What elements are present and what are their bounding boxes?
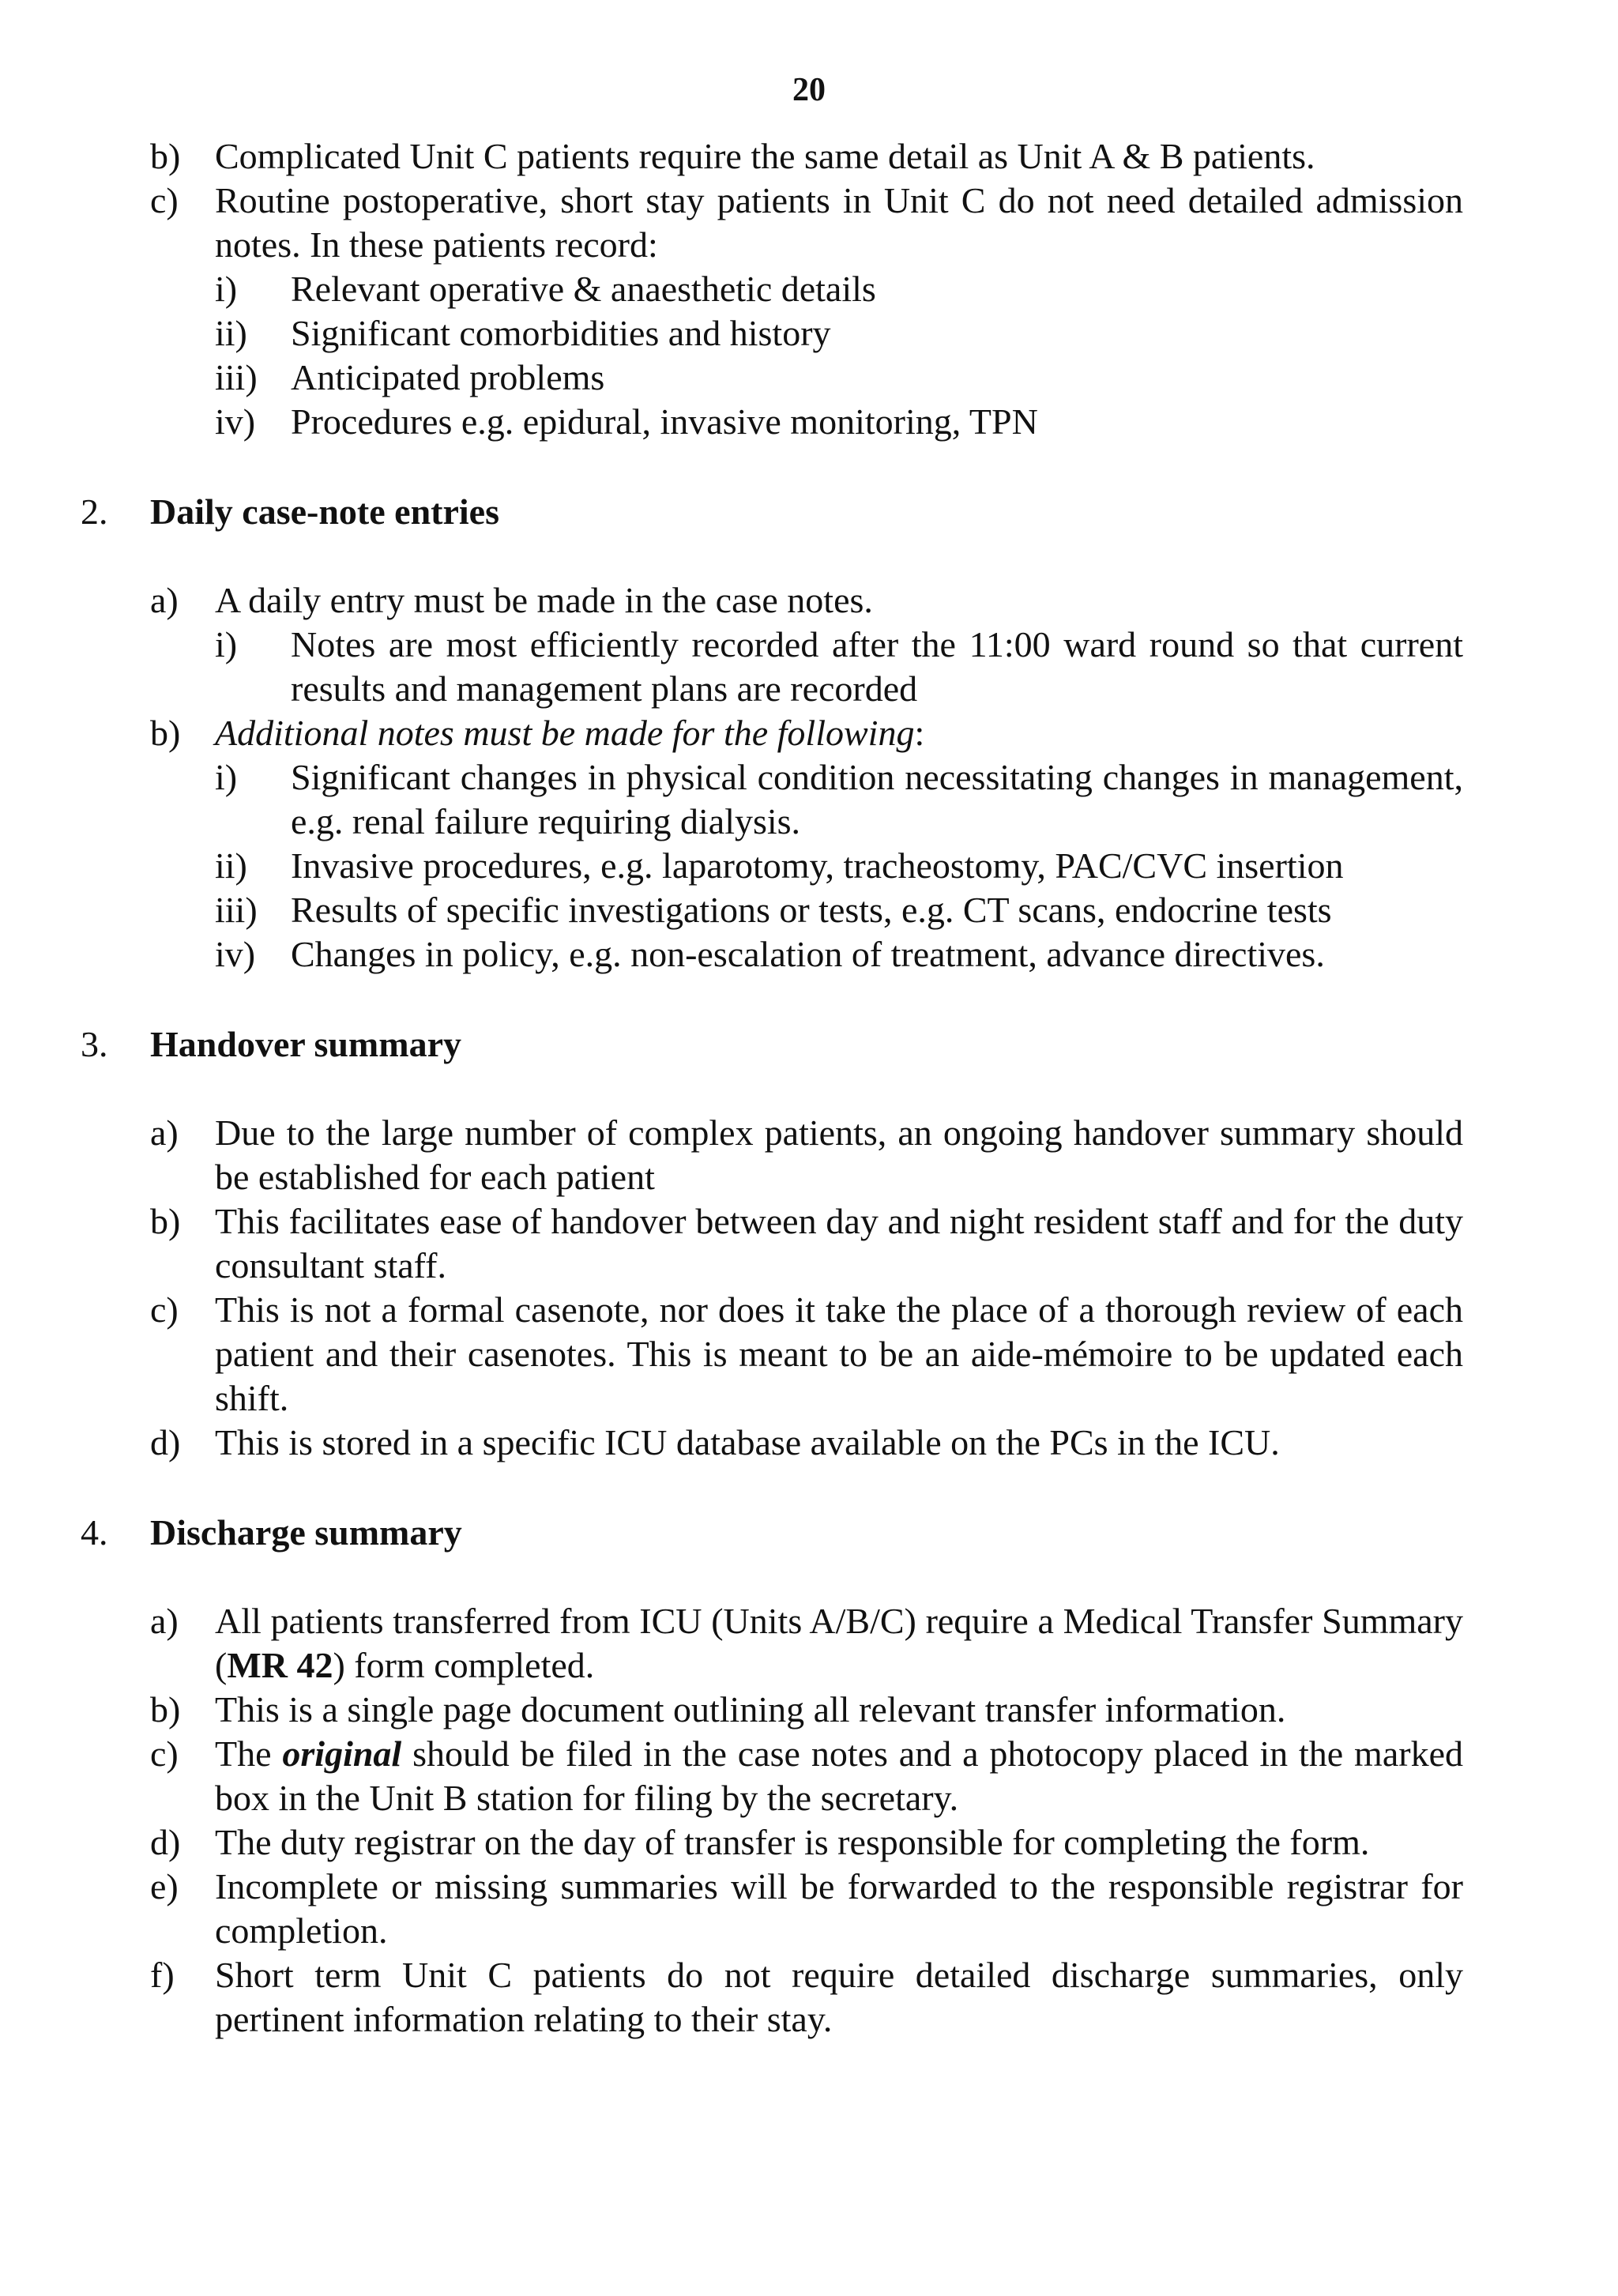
text-run: ) form completed.: [333, 1645, 595, 1685]
sub-item-label: iv): [215, 934, 256, 974]
section-heading: Discharge summary: [150, 1512, 462, 1553]
item-text: This facilitates ease of handover between day and night resident staff and for the duty consultant staff.: [215, 1201, 1463, 1285]
sub-item-text: Changes in policy, e.g. non-escalation of treatment, advance directives.: [291, 934, 1325, 974]
item-label: b): [150, 136, 181, 176]
sub-item-label: ii): [215, 313, 247, 353]
item-label: f): [150, 1955, 175, 1995]
page-number: 20: [792, 72, 826, 108]
sub-item-label: ii): [215, 845, 247, 886]
item-text: The duty registrar on the day of transfer is responsible for completing the form.: [215, 1822, 1370, 1862]
item-label: c): [150, 1289, 179, 1330]
section-heading: Daily case-note entries: [150, 491, 499, 532]
section-number: 3.: [81, 1024, 108, 1064]
item-text: Routine postoperative, short stay patients in Unit C do not need detailed admission notes. In these patients record:: [215, 180, 1463, 265]
item-label: b): [150, 713, 181, 753]
item-label: c): [150, 180, 179, 220]
sub-item-label: i): [215, 269, 238, 309]
sub-item-label: iii): [215, 890, 258, 930]
item-label: d): [150, 1822, 181, 1862]
item-text: [215, 1732, 1463, 1820]
form-code: MR 42: [227, 1645, 333, 1685]
item-label: a): [150, 580, 179, 620]
section-heading: Handover summary: [150, 1024, 461, 1064]
item-label: a): [150, 1112, 179, 1153]
item-text: Due to the large number of complex patients, an ongoing handover summary should be established for each patient: [215, 1112, 1463, 1197]
sub-item-label: iii): [215, 357, 258, 397]
item-text: Short term Unit C patients do not require detailed discharge summaries, only pertinent information relating to their stay.: [215, 1955, 1463, 2039]
sub-item-text: Significant comorbidities and history: [291, 313, 831, 353]
section-number: 2.: [81, 491, 108, 532]
sub-item-text: Results of specific investigations or tests, e.g. CT scans, endocrine tests: [291, 890, 1332, 930]
item-label: e): [150, 1866, 179, 1906]
sub-item-text: Notes are most efficiently recorded after the 11:00 ward round so that current results and management plans are recorded: [291, 624, 1463, 709]
colon: :: [914, 713, 925, 753]
item-text: Complicated Unit C patients require the same detail as Unit A & B patients.: [215, 136, 1315, 176]
sub-item-text: Relevant operative & anaesthetic details: [291, 269, 876, 309]
sub-item-text: Anticipated problems: [291, 357, 605, 397]
item-text: A daily entry must be made in the case notes.: [215, 580, 873, 620]
item-label: c): [150, 1733, 179, 1774]
text-run: The: [215, 1733, 283, 1774]
sub-item-label: i): [215, 757, 238, 797]
item-text: Incomplete or missing summaries will be forwarded to the responsible registrar for completion.: [215, 1866, 1463, 1951]
item-label: d): [150, 1422, 181, 1462]
item-label: b): [150, 1201, 181, 1241]
sub-item-text: Invasive procedures, e.g. laparotomy, tracheostomy, PAC/CVC insertion: [291, 845, 1344, 886]
item-text: This is a single page document outlining all relevant transfer information.: [215, 1689, 1286, 1730]
item-text: [215, 1599, 1463, 1688]
item-text: [215, 711, 1463, 755]
item-label: a): [150, 1601, 179, 1641]
emphasis-original: original: [282, 1733, 402, 1774]
item-label: b): [150, 1689, 181, 1730]
item-text: This is stored in a specific ICU database available on the PCs in the ICU.: [215, 1422, 1280, 1462]
sub-item-text: Significant changes in physical condition necessitating changes in management, e.g. renal failure requiring dialysis.: [291, 757, 1463, 841]
text-run: should be filed in the case notes and a photocopy placed in the marked box in the Unit B station for filing by the secretary.: [215, 1733, 1463, 1818]
sub-item-label: iv): [215, 401, 256, 442]
text-run: All patients transferred from ICU (Units A/B/C) require a Medical Transfer Summary (: [215, 1601, 1463, 1685]
sub-item-label: i): [215, 624, 238, 664]
sub-item-text: Procedures e.g. epidural, invasive monitoring, TPN: [291, 401, 1038, 442]
item-text: This is not a formal casenote, nor does it take the place of a thorough review of each patient and their casenotes. This is meant to be an aide-mémoire to be updated each shift.: [215, 1289, 1463, 1418]
italic-text: Additional notes must be made for the following: [215, 713, 915, 753]
section-number: 4.: [81, 1512, 108, 1553]
